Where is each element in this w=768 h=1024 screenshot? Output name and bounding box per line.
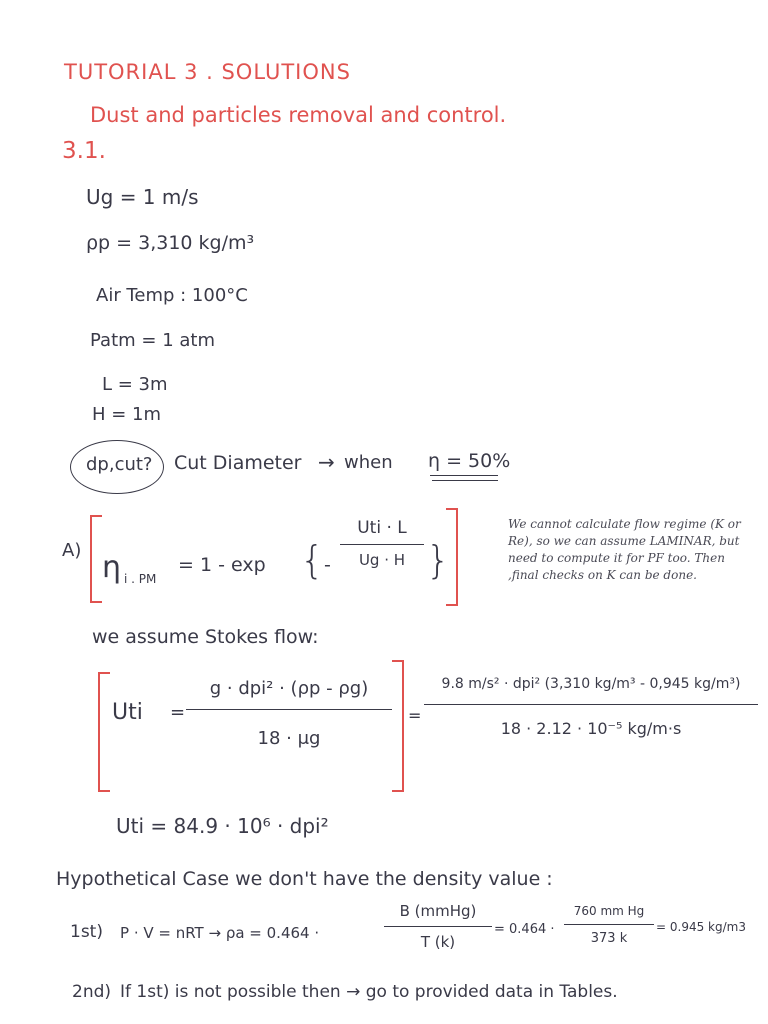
when-label: when bbox=[344, 452, 393, 473]
given-ug: Ug = 1 m/s bbox=[86, 185, 199, 209]
arrow-icon: → bbox=[318, 450, 335, 474]
eq-a-eta: η bbox=[102, 550, 122, 585]
first-denominator: T (k) bbox=[420, 933, 456, 952]
stokes-title: we assume Stokes flow: bbox=[92, 626, 319, 648]
eq-a-denominator: Ug · H bbox=[358, 551, 406, 570]
given-L: L = 3m bbox=[102, 374, 168, 395]
page-title: TUTORIAL 3 . SOLUTIONS bbox=[64, 60, 351, 84]
stokes-eq: = bbox=[170, 702, 186, 723]
eta-underline-2 bbox=[432, 480, 498, 481]
given-H: H = 1m bbox=[92, 404, 162, 425]
eq-a-rhs: = 1 - exp bbox=[178, 554, 266, 576]
first-numerator-2: 760 mm Hg bbox=[573, 904, 645, 918]
stokes-fraction bbox=[186, 678, 392, 749]
eq-a-numerator: Uti · L bbox=[357, 518, 407, 538]
page-subtitle: Dust and particles removal and control. bbox=[90, 103, 507, 127]
given-patm: Patm = 1 atm bbox=[90, 330, 215, 351]
first-mid: = 0.464 · bbox=[494, 922, 555, 937]
flow-regime-note: We cannot calculate flow regime (K or Re), so we can assume LAMINAR, but need to compute it for PF too. Then ,final checks on K can be done. bbox=[508, 517, 741, 582]
second-text: If 1st) is not possible then → go to provided data in Tables. bbox=[120, 982, 618, 1002]
first-fraction-2 bbox=[564, 904, 654, 946]
eq-a-label: A) bbox=[62, 540, 82, 561]
stokes-bracket-right bbox=[392, 660, 404, 792]
stokes-numeric-fraction bbox=[424, 676, 758, 738]
stokes-numeric-denominator: 18 · 2.12 · 10⁻⁵ kg/m·s bbox=[500, 719, 682, 739]
hypothetical-title: Hypothetical Case we don't have the density value : bbox=[56, 868, 553, 890]
stokes-denominator: 18 · μg bbox=[257, 728, 321, 750]
stokes-bracket-left bbox=[98, 672, 110, 792]
first-fraction bbox=[384, 902, 492, 951]
given-rho-p: ρp = 3,310 kg/m³ bbox=[86, 232, 255, 254]
first-result: = 0.945 kg/m3 bbox=[656, 920, 746, 934]
first-equation: P · V = nRT → ρa = 0.464 · bbox=[120, 924, 320, 942]
stokes-numerator: g · dpi² · (ρp - ρg) bbox=[209, 678, 369, 699]
eq-a-eta-sub: i . PM bbox=[124, 572, 157, 586]
eq-a-brace-left: { bbox=[300, 538, 325, 582]
first-numerator: B (mmHg) bbox=[399, 902, 477, 920]
cut-diameter-symbol: dp,cut? bbox=[86, 454, 153, 475]
eq-a-minus: - bbox=[324, 554, 331, 576]
eq-a-brace-right: } bbox=[426, 538, 451, 582]
eq-a-fraction bbox=[340, 518, 424, 569]
second-label: 2nd) bbox=[72, 982, 112, 1002]
eq-a-bracket-left bbox=[90, 515, 102, 603]
first-label: 1st) bbox=[70, 922, 103, 942]
stokes-lhs: Uti bbox=[112, 700, 143, 725]
given-air-temp: Air Temp : 100°C bbox=[96, 285, 248, 306]
stokes-eq2: = bbox=[408, 706, 422, 725]
cut-diameter-label: Cut Diameter bbox=[174, 452, 302, 474]
section-number: 3.1. bbox=[62, 138, 106, 164]
stokes-numeric-numerator: 9.8 m/s² · dpi² (3,310 kg/m³ - 0,945 kg/m³) bbox=[441, 676, 741, 692]
eta-underline-1 bbox=[430, 475, 498, 476]
first-denominator-2: 373 k bbox=[590, 931, 628, 947]
eta-condition: η = 50% bbox=[428, 450, 511, 472]
terminal-velocity-result: Uti = 84.9 · 10⁶ · dpi² bbox=[116, 814, 329, 838]
